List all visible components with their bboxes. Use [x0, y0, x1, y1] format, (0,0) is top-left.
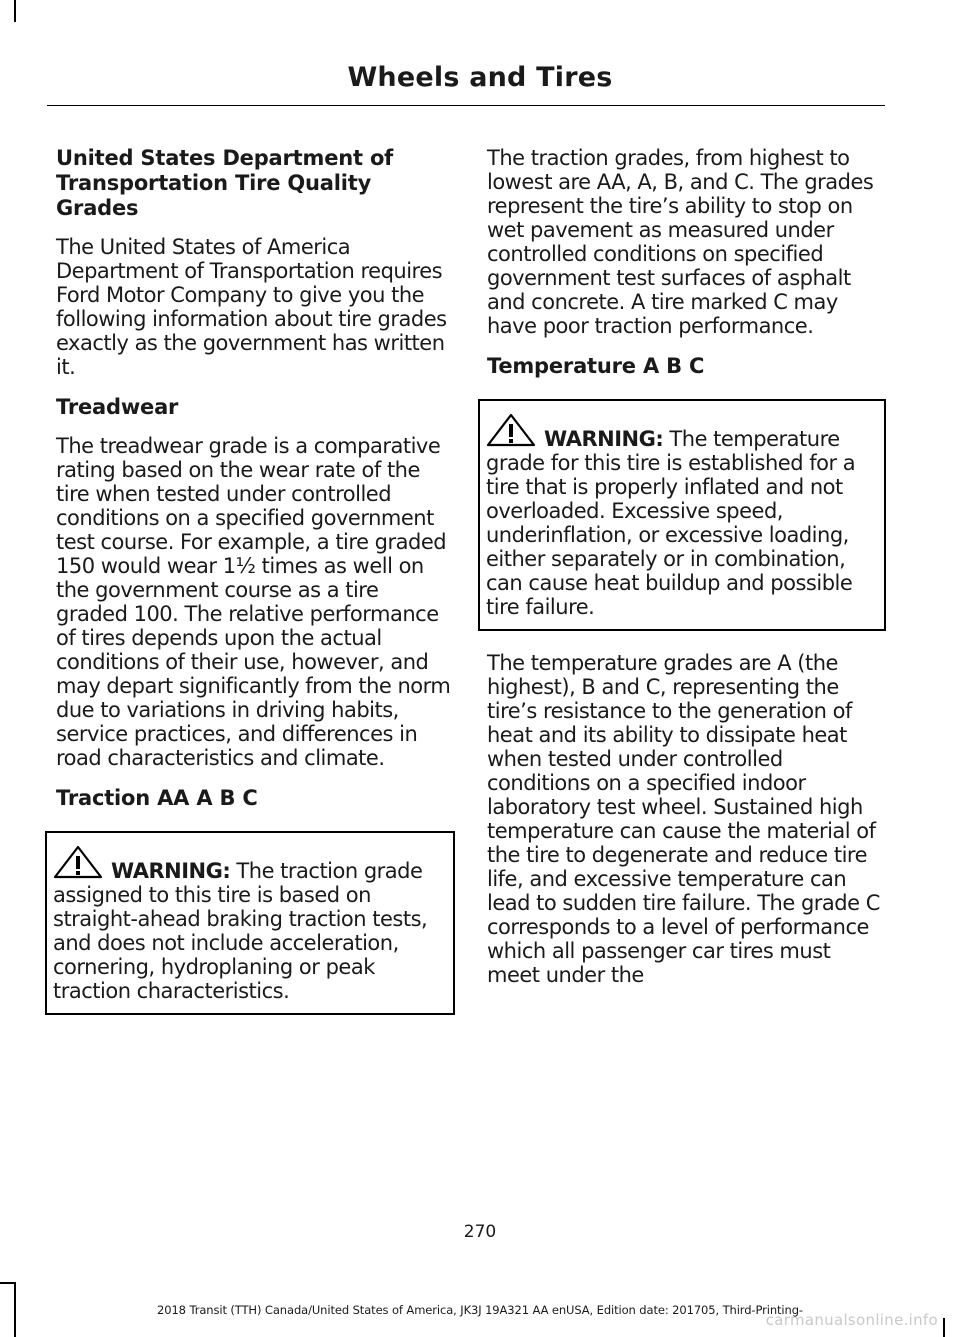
page-title: Wheels and Tires — [347, 62, 613, 93]
intro-paragraph: The United States of America Department of Transportation requires Ford Motor Company to give you the following information about tire grades exactly as the government has written it. — [56, 235, 447, 379]
treadwear-paragraph: The treadwear grade is a comparative rating based on the wear rate of the tire when tested under controlled conditions on a specified government test course. For example, a tire graded 150 would wear 1½ times as well on the government course as a tire graded 100. The relative performance of tires depends upon the actual conditions of their use, however, and may depart significantly from the norm due to variations in driving habits, service practices, and differences in road characteristics and climate. — [56, 434, 451, 770]
temperature-heading: Temperature A B C — [487, 354, 705, 378]
watermark: carmanualsonline.info — [765, 1311, 938, 1329]
temperature-warning-box — [478, 399, 886, 631]
traction-heading: Traction AA A B C — [56, 786, 258, 810]
warning-triangle-icon — [53, 845, 103, 879]
header-divider — [47, 105, 885, 106]
warning-triangle-icon — [486, 413, 536, 447]
left-column — [53, 146, 452, 1035]
warning-title: WARNING: — [111, 859, 231, 883]
page-number: 270 — [463, 1222, 497, 1242]
treadwear-heading: Treadwear — [56, 395, 179, 419]
warning-title: WARNING: — [544, 427, 664, 451]
crop-mark-bottom-left-h — [0, 1282, 16, 1284]
traction-paragraph: The traction grades, from highest to lowest are AA, A, B, and C. The grades represent the tire’s ability to stop on wet pavement as measured under controlled conditions on specified government test surfaces of asphalt and concrete. A tire marked C may have poor traction performance. — [487, 146, 874, 338]
section-heading: United States Department of Transportation Tire Quality Grades — [56, 146, 394, 220]
right-column — [487, 146, 883, 1003]
footer-edition-info: 2018 Transit (TTH) Canada/United States of America, JK3J 19A321 AA enUSA, Edition date: 201705, Third-Printing- — [157, 1303, 803, 1317]
crop-mark-top-left — [14, 0, 16, 22]
crop-mark-bottom-right — [943, 1318, 945, 1337]
temperature-paragraph: The temperature grades are A (the highest), B and C, representing the tire’s resistance to the generation of heat and its ability to dissipate heat when tested under controlled conditions on a specified indoor laboratory test wheel. Sustained high temperature can cause the material of the tire to degenerate and reduce tire life, and excessive temperature can lead to sudden tire failure. The grade C corresponds to a level of performance which all passenger car tires must meet under the — [487, 651, 880, 987]
warning-text: The traction grade assigned to this tire is based on straight-ahead braking traction tests, and does not include acceleration, cornering, hydroplaning or peak traction characteristics. — [53, 859, 428, 1003]
warning-text: The temperature grade for this tire is established for a tire that is properly inflated and not overloaded. Excessive speed, underinflation, or excessive loading, either separately or in combination, can cause heat buildup and possible tire failure. — [486, 427, 856, 619]
traction-warning-box — [45, 831, 455, 1015]
